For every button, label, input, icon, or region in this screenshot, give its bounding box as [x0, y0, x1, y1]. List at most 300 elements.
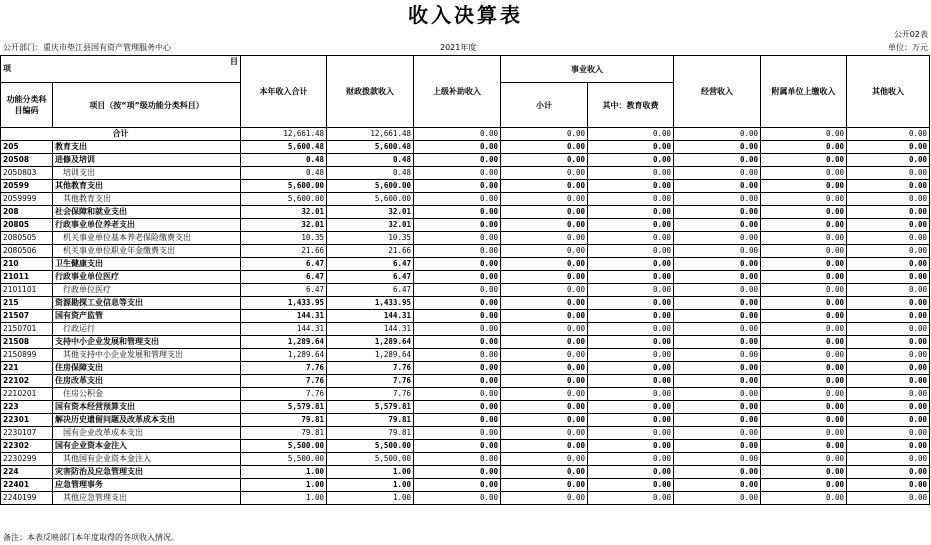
code-cell: 22301	[1, 414, 53, 427]
total-cell: 7.76	[241, 375, 327, 388]
fiscal-cell: 1,289.64	[327, 349, 414, 362]
fiscal-cell: 6.47	[327, 271, 414, 284]
table-row	[1, 414, 930, 427]
header-career: 事业收入	[501, 56, 674, 83]
value-cell: 0.00	[761, 388, 847, 401]
name-cell: 培训支出	[53, 167, 241, 180]
value-cell: 0.00	[847, 206, 930, 219]
value-cell: 0.00	[501, 479, 588, 492]
total-cell: 1.00	[241, 479, 327, 492]
value-cell: 0.00	[501, 466, 588, 479]
header-total: 本年收入合计	[241, 56, 327, 128]
total-cell: 6.47	[241, 284, 327, 297]
value-cell: 0.00	[674, 388, 761, 401]
value-cell: 0.00	[847, 141, 930, 154]
header-career-edu: 其中：教育收费	[588, 83, 674, 128]
fiscal-cell: 6.47	[327, 284, 414, 297]
value-cell: 0.00	[588, 310, 674, 323]
table-row	[1, 401, 930, 414]
value-cell: 0.00	[414, 271, 501, 284]
name-cell: 社会保障和就业支出	[53, 206, 241, 219]
name-cell: 国有资本经营预算支出	[53, 401, 241, 414]
value-cell: 0.00	[588, 180, 674, 193]
value-cell: 0.00	[588, 388, 674, 401]
value-cell: 0.00	[761, 258, 847, 271]
value-cell: 0.00	[674, 414, 761, 427]
value-cell: 0.00	[414, 466, 501, 479]
code-cell: 2080505	[1, 232, 53, 245]
value-cell: 0.00	[501, 219, 588, 232]
table-row	[1, 453, 930, 466]
total-cell: 5,600.48	[241, 141, 327, 154]
header-superior: 上级补助收入	[414, 56, 501, 128]
code-cell: 223	[1, 401, 53, 414]
total-row	[1, 128, 930, 141]
value-cell: 0.00	[674, 154, 761, 167]
value-cell: 0.00	[847, 310, 930, 323]
code-cell: 21508	[1, 336, 53, 349]
total-cell: 1,433.95	[241, 297, 327, 310]
value-cell: 0.00	[588, 323, 674, 336]
table-row	[1, 206, 930, 219]
value-cell: 0.00	[501, 427, 588, 440]
total-cell: 5,600.00	[241, 180, 327, 193]
fiscal-cell: 1,433.95	[327, 297, 414, 310]
value-cell: 0.00	[674, 479, 761, 492]
value-cell: 0.00	[588, 284, 674, 297]
code-cell: 20599	[1, 180, 53, 193]
value-cell: 0.00	[674, 258, 761, 271]
fiscal-year: 2021年度	[440, 43, 477, 52]
value-cell: 0.00	[414, 128, 501, 141]
value-cell: 0.00	[674, 375, 761, 388]
value-cell: 0.00	[674, 206, 761, 219]
value-cell: 0.00	[414, 401, 501, 414]
code-cell: 210	[1, 258, 53, 271]
fiscal-cell: 5,500.00	[327, 453, 414, 466]
value-cell: 0.00	[588, 453, 674, 466]
value-cell: 0.00	[414, 245, 501, 258]
value-cell: 0.00	[588, 479, 674, 492]
total-cell: 32.01	[241, 206, 327, 219]
value-cell: 0.00	[761, 362, 847, 375]
fiscal-cell: 21.66	[327, 245, 414, 258]
value-cell: 0.00	[501, 453, 588, 466]
code-cell: 22302	[1, 440, 53, 453]
value-cell: 0.00	[414, 167, 501, 180]
code-cell: 2230299	[1, 453, 53, 466]
name-cell: 其他应急管理支出	[53, 492, 241, 505]
value-cell: 0.00	[674, 297, 761, 310]
value-cell: 0.00	[847, 180, 930, 193]
table-row	[1, 154, 930, 167]
table-row	[1, 349, 930, 362]
name-cell: 灾害防治及应急管理支出	[53, 466, 241, 479]
value-cell: 0.00	[501, 167, 588, 180]
value-cell: 0.00	[847, 219, 930, 232]
name-cell: 行政单位医疗	[53, 284, 241, 297]
fiscal-cell: 10.35	[327, 232, 414, 245]
name-cell: 其他教育支出	[53, 193, 241, 206]
code-cell: 224	[1, 466, 53, 479]
value-cell: 0.00	[674, 440, 761, 453]
table-row	[1, 167, 930, 180]
name-cell: 资源勘探工业信息等支出	[53, 297, 241, 310]
total-cell: 79.81	[241, 414, 327, 427]
table-row	[1, 180, 930, 193]
value-cell: 0.00	[674, 284, 761, 297]
name-cell: 解决历史遗留问题及改革成本支出	[53, 414, 241, 427]
value-cell: 0.00	[414, 232, 501, 245]
fiscal-cell: 5,600.00	[327, 180, 414, 193]
table-row	[1, 258, 930, 271]
value-cell: 0.00	[414, 336, 501, 349]
value-cell: 0.00	[501, 141, 588, 154]
value-cell: 0.00	[761, 479, 847, 492]
value-cell: 0.00	[501, 128, 588, 141]
value-cell: 0.00	[588, 271, 674, 284]
value-cell: 0.00	[674, 245, 761, 258]
header-code: 功能分类科目编码	[1, 83, 53, 128]
value-cell: 0.00	[674, 141, 761, 154]
value-cell: 0.00	[674, 336, 761, 349]
value-cell: 0.00	[588, 375, 674, 388]
name-cell: 其他支持中小企业发展和管理支出	[53, 349, 241, 362]
header-affiliated: 附属单位上缴收入	[761, 56, 847, 128]
value-cell: 0.00	[674, 271, 761, 284]
value-cell: 0.00	[588, 219, 674, 232]
value-cell: 0.00	[588, 362, 674, 375]
department-label: 公开部门：重庆市垫江县国有资产管理服务中心	[3, 43, 171, 52]
value-cell: 0.00	[761, 284, 847, 297]
total-cell: 21.66	[241, 245, 327, 258]
fiscal-cell: 1.00	[327, 492, 414, 505]
value-cell: 0.00	[588, 167, 674, 180]
table-row	[1, 232, 930, 245]
total-cell: 7.76	[241, 388, 327, 401]
table-row	[1, 492, 930, 505]
value-cell: 0.00	[414, 362, 501, 375]
name-cell: 其他教育支出	[53, 180, 241, 193]
value-cell: 0.00	[847, 193, 930, 206]
header-name: 项目（按“项”级功能分类科目）	[53, 83, 241, 128]
value-cell: 0.00	[847, 245, 930, 258]
total-cell: 144.31	[241, 310, 327, 323]
value-cell: 0.00	[588, 141, 674, 154]
total-cell: 6.47	[241, 258, 327, 271]
value-cell: 0.00	[414, 479, 501, 492]
total-cell: 1.00	[241, 466, 327, 479]
name-cell: 进修及培训	[53, 154, 241, 167]
fiscal-cell: 6.47	[327, 258, 414, 271]
value-cell: 0.00	[501, 492, 588, 505]
value-cell: 0.00	[414, 323, 501, 336]
value-cell: 0.00	[501, 206, 588, 219]
value-cell: 0.00	[847, 154, 930, 167]
table-row	[1, 284, 930, 297]
code-cell: 221	[1, 362, 53, 375]
fiscal-cell: 32.01	[327, 206, 414, 219]
code-cell: 2080506	[1, 245, 53, 258]
name-cell: 行政运行	[53, 323, 241, 336]
value-cell: 0.00	[588, 193, 674, 206]
name-cell: 教育支出	[53, 141, 241, 154]
table-header	[1, 56, 930, 128]
value-cell: 0.00	[414, 388, 501, 401]
value-cell: 0.00	[761, 180, 847, 193]
value-cell: 0.00	[414, 375, 501, 388]
value-cell: 0.00	[761, 310, 847, 323]
value-cell: 0.00	[588, 401, 674, 414]
table-body	[1, 128, 930, 505]
value-cell: 0.00	[761, 128, 847, 141]
name-cell: 国有企业资本金注入	[53, 440, 241, 453]
fiscal-cell: 1.00	[327, 479, 414, 492]
value-cell: 0.00	[674, 310, 761, 323]
code-cell: 21507	[1, 310, 53, 323]
fiscal-cell: 7.76	[327, 388, 414, 401]
value-cell: 0.00	[674, 401, 761, 414]
value-cell: 0.00	[674, 466, 761, 479]
value-cell: 0.00	[414, 206, 501, 219]
value-cell: 0.00	[414, 284, 501, 297]
value-cell: 0.00	[588, 440, 674, 453]
value-cell: 0.00	[588, 466, 674, 479]
value-cell: 0.00	[847, 297, 930, 310]
name-cell: 住房公积金	[53, 388, 241, 401]
unit-label: 单位：万元	[888, 43, 928, 52]
value-cell: 0.00	[501, 271, 588, 284]
total-cell: 5,500.00	[241, 440, 327, 453]
table-row	[1, 388, 930, 401]
value-cell: 0.00	[501, 310, 588, 323]
fiscal-cell: 7.76	[327, 375, 414, 388]
table-row	[1, 245, 930, 258]
name-cell: 国有企业改革成本支出	[53, 427, 241, 440]
header-operating: 经营收入	[674, 56, 761, 128]
table-row	[1, 219, 930, 232]
code-cell: 208	[1, 206, 53, 219]
total-cell: 7.76	[241, 362, 327, 375]
value-cell: 0.00	[588, 245, 674, 258]
fiscal-cell: 32.01	[327, 219, 414, 232]
fiscal-cell: 5,579.81	[327, 401, 414, 414]
value-cell: 0.00	[501, 297, 588, 310]
value-cell: 0.00	[414, 349, 501, 362]
value-cell: 0.00	[674, 362, 761, 375]
value-cell: 0.00	[761, 141, 847, 154]
value-cell: 0.00	[674, 323, 761, 336]
value-cell: 0.00	[674, 219, 761, 232]
fiscal-cell: 5,500.00	[327, 440, 414, 453]
total-cell: 1,289.64	[241, 336, 327, 349]
name-cell: 行政事业单位养老支出	[53, 219, 241, 232]
value-cell: 0.00	[847, 492, 930, 505]
value-cell: 0.00	[847, 258, 930, 271]
value-cell: 0.00	[847, 336, 930, 349]
name-cell: 住房保障支出	[53, 362, 241, 375]
table-row	[1, 479, 930, 492]
value-cell: 0.00	[674, 193, 761, 206]
value-cell: 0.00	[501, 440, 588, 453]
total-cell: 144.31	[241, 323, 327, 336]
page-title: 收入决算表	[408, 3, 523, 27]
total-cell: 1,289.64	[241, 349, 327, 362]
header-mu: 目	[230, 57, 238, 66]
header-career-subtotal: 小计	[501, 83, 588, 128]
value-cell: 0.00	[414, 141, 501, 154]
value-cell: 0.00	[761, 414, 847, 427]
code-cell: 2050803	[1, 167, 53, 180]
value-cell: 0.00	[847, 388, 930, 401]
name-cell: 其他国有企业资本金注入	[53, 453, 241, 466]
name-cell: 机关事业单位职业年金缴费支出	[53, 245, 241, 258]
value-cell: 0.00	[847, 466, 930, 479]
fiscal-cell: 5,600.48	[327, 141, 414, 154]
value-cell: 0.00	[501, 375, 588, 388]
value-cell: 0.00	[588, 154, 674, 167]
value-cell: 0.00	[847, 167, 930, 180]
table-row	[1, 193, 930, 206]
value-cell: 0.00	[674, 232, 761, 245]
table-row	[1, 141, 930, 154]
value-cell: 0.00	[674, 427, 761, 440]
value-cell: 0.00	[847, 479, 930, 492]
value-cell: 0.00	[674, 349, 761, 362]
value-cell: 0.00	[761, 323, 847, 336]
value-cell: 0.00	[847, 128, 930, 141]
value-cell: 0.00	[847, 362, 930, 375]
value-cell: 0.00	[847, 284, 930, 297]
value-cell: 0.00	[761, 336, 847, 349]
value-cell: 0.00	[847, 349, 930, 362]
value-cell: 0.00	[761, 440, 847, 453]
value-cell: 0.00	[761, 232, 847, 245]
name-cell: 住房改革支出	[53, 375, 241, 388]
code-cell: 215	[1, 297, 53, 310]
value-cell: 0.00	[501, 232, 588, 245]
total-cell: 12,661.48	[241, 128, 327, 141]
name-cell: 行政事业单位医疗	[53, 271, 241, 284]
value-cell: 0.00	[588, 232, 674, 245]
code-cell: 21011	[1, 271, 53, 284]
fiscal-cell: 0.48	[327, 154, 414, 167]
name-cell: 应急管理事务	[53, 479, 241, 492]
value-cell: 0.00	[761, 245, 847, 258]
total-cell: 5,579.81	[241, 401, 327, 414]
value-cell: 0.00	[414, 180, 501, 193]
table-row	[1, 271, 930, 284]
value-cell: 0.00	[414, 154, 501, 167]
value-cell: 0.00	[588, 128, 674, 141]
value-cell: 0.00	[501, 180, 588, 193]
value-cell: 0.00	[674, 167, 761, 180]
value-cell: 0.00	[847, 453, 930, 466]
value-cell: 0.00	[761, 219, 847, 232]
fiscal-cell: 0.48	[327, 167, 414, 180]
total-cell: 5,600.00	[241, 193, 327, 206]
code-cell: 2150701	[1, 323, 53, 336]
value-cell: 0.00	[761, 206, 847, 219]
code-cell: 205	[1, 141, 53, 154]
value-cell: 0.00	[674, 453, 761, 466]
value-cell: 0.00	[847, 427, 930, 440]
code-cell: 2059999	[1, 193, 53, 206]
table-row	[1, 375, 930, 388]
total-cell: 5,500.00	[241, 453, 327, 466]
header-other: 其他收入	[847, 56, 930, 128]
fiscal-cell: 144.31	[327, 310, 414, 323]
value-cell: 0.00	[588, 414, 674, 427]
code-cell: 2101101	[1, 284, 53, 297]
value-cell: 0.00	[761, 427, 847, 440]
header-item-cell	[1, 56, 241, 83]
value-cell: 0.00	[588, 258, 674, 271]
value-cell: 0.00	[501, 284, 588, 297]
table-row	[1, 362, 930, 375]
value-cell: 0.00	[761, 466, 847, 479]
table-number: 公开02表	[893, 30, 928, 39]
value-cell: 0.00	[501, 193, 588, 206]
value-cell: 0.00	[847, 271, 930, 284]
code-cell: 20805	[1, 219, 53, 232]
value-cell: 0.00	[674, 492, 761, 505]
value-cell: 0.00	[674, 128, 761, 141]
header-fiscal: 财政拨款收入	[327, 56, 414, 128]
table-row	[1, 323, 930, 336]
value-cell: 0.00	[847, 440, 930, 453]
value-cell: 0.00	[674, 180, 761, 193]
fiscal-cell: 7.76	[327, 362, 414, 375]
value-cell: 0.00	[761, 297, 847, 310]
footnote: 备注：本表反映部门本年度取得的各项收入情况。	[3, 533, 179, 542]
fiscal-cell: 1,289.64	[327, 336, 414, 349]
total-cell: 10.35	[241, 232, 327, 245]
table-row	[1, 427, 930, 440]
value-cell: 0.00	[414, 258, 501, 271]
value-cell: 0.00	[414, 440, 501, 453]
name-cell: 支持中小企业发展和管理支出	[53, 336, 241, 349]
table-row	[1, 297, 930, 310]
value-cell: 0.00	[414, 310, 501, 323]
fiscal-cell: 79.81	[327, 414, 414, 427]
value-cell: 0.00	[847, 414, 930, 427]
value-cell: 0.00	[414, 414, 501, 427]
value-cell: 0.00	[588, 206, 674, 219]
value-cell: 0.00	[414, 453, 501, 466]
code-cell: 2210201	[1, 388, 53, 401]
fiscal-cell: 1.00	[327, 466, 414, 479]
code-cell: 20508	[1, 154, 53, 167]
value-cell: 0.00	[414, 427, 501, 440]
value-cell: 0.00	[501, 154, 588, 167]
value-cell: 0.00	[761, 401, 847, 414]
value-cell: 0.00	[501, 362, 588, 375]
code-cell: 22102	[1, 375, 53, 388]
income-table	[0, 55, 930, 505]
value-cell: 0.00	[588, 336, 674, 349]
name-cell: 卫生健康支出	[53, 258, 241, 271]
name-cell: 机关事业单位基本养老保险缴费支出	[53, 232, 241, 245]
value-cell: 0.00	[501, 323, 588, 336]
value-cell: 0.00	[501, 245, 588, 258]
value-cell: 0.00	[501, 401, 588, 414]
fiscal-cell: 144.31	[327, 323, 414, 336]
total-cell: 79.81	[241, 427, 327, 440]
code-cell: 2230107	[1, 427, 53, 440]
value-cell: 0.00	[847, 401, 930, 414]
value-cell: 0.00	[588, 349, 674, 362]
